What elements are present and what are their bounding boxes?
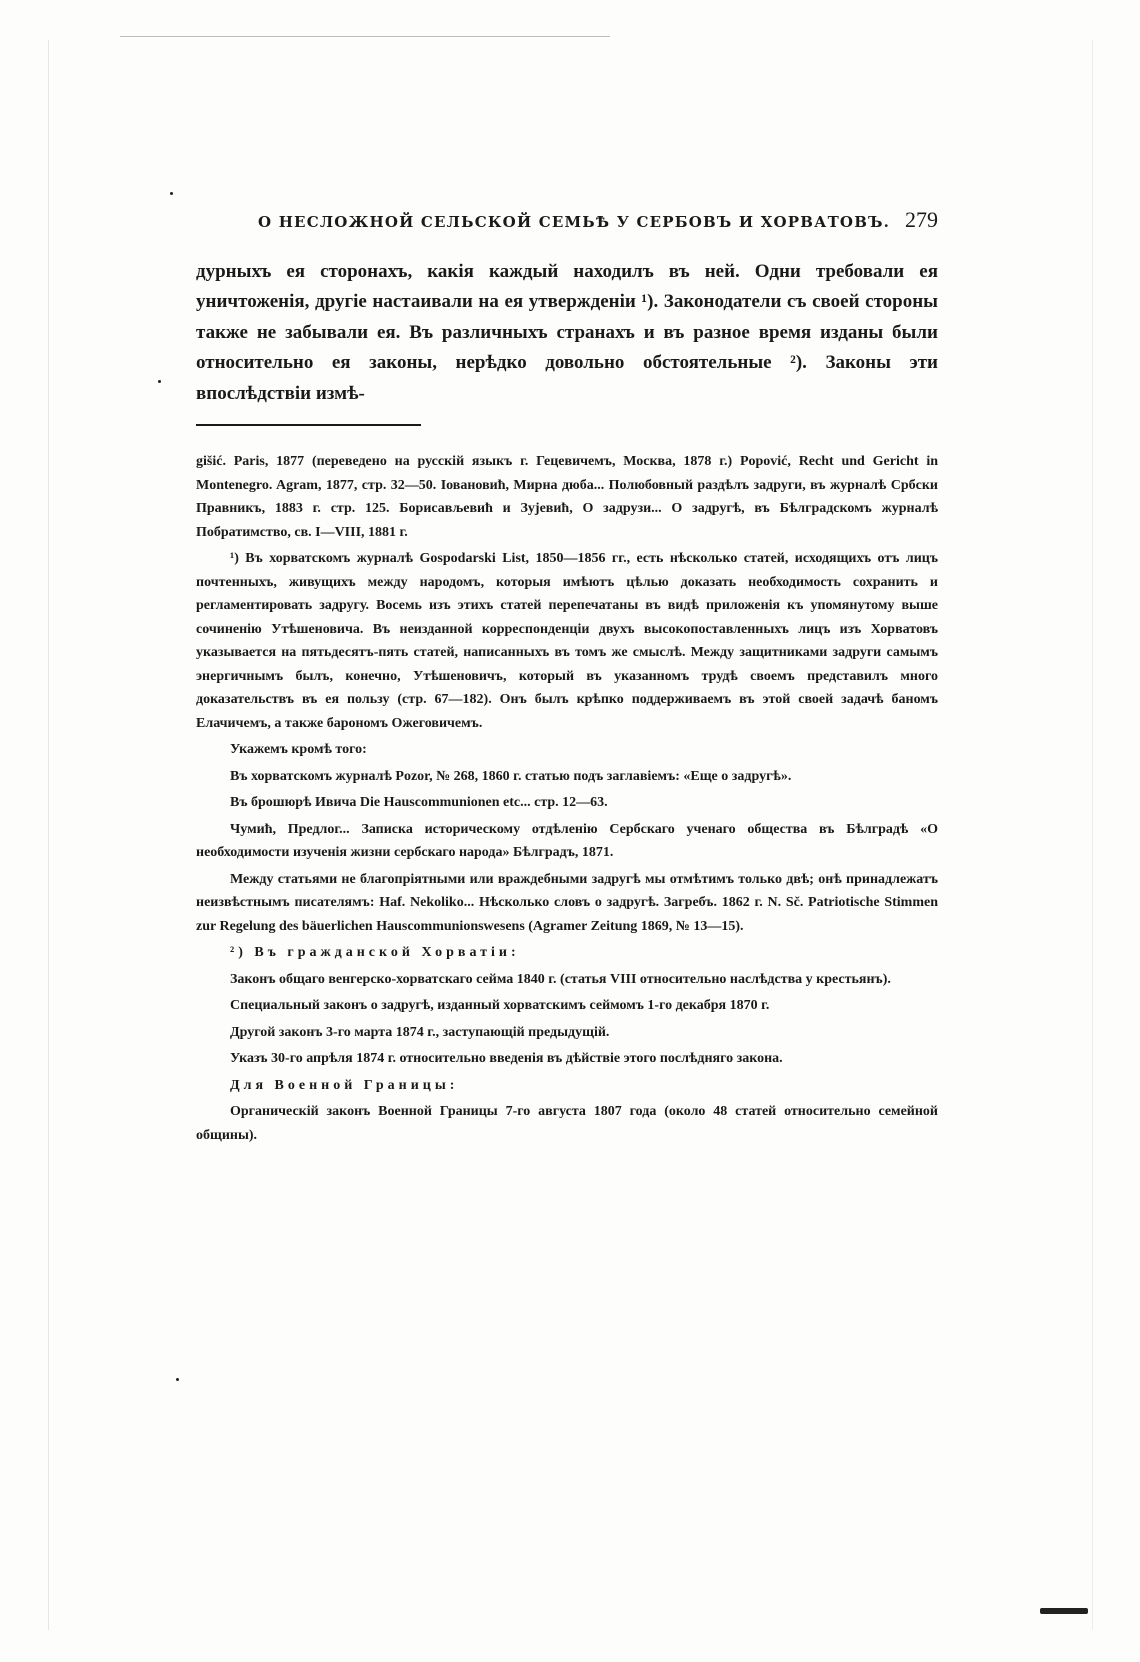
footnote-1-hostile: Между статьями не благопріятными или враждебными задругѣ мы отмѣтимъ только двѣ; онѣ принадлежатъ неизвѣстнымъ писателямъ: Haf. Nekoliko... Нѣсколько словъ о задругѣ. Загребъ. 1862 г. N. Sč. Patriotische Stimmen zur Regelung des bäuerlichen Hauscommunionswesens (Agramer Zeitung 1869, № 13—15). [196, 871, 938, 934]
scan-top-rule [120, 36, 610, 37]
scan-bottom-mark [1040, 1608, 1088, 1614]
footnote-2-decree: Указъ 30-го апрѣля 1874 г. относительно введенія въ дѣйствіе этого послѣдняго закона. [230, 1051, 783, 1066]
main-text [196, 257, 938, 409]
page-number: 279 [905, 207, 938, 232]
body-paragraph: дурныхъ ея сторонахъ, какія каждый находилъ въ ней. Одни требовали ея уничтоженія, другіе настаивали на ея утвержденіи ¹). Законодатели съ своей стороны также не забывали ея. Въ различныхъ странахъ и въ разное время изданы были относительно ея законы, нерѣдко довольно обстоятельные ²). Законы эти впослѣдствіи измѣ- [196, 261, 938, 404]
running-header [258, 207, 938, 233]
scan-speck [170, 192, 173, 195]
footnote-1-brochure: Въ брошюрѣ Ивича Die Hauscommunionen etc... стр. 12—63. [230, 795, 608, 810]
running-title: О НЕСЛОЖНОЙ СЕЛЬСКОЙ СЕМЬѢ У СЕРБОВЪ И ХОРВАТОВЪ. [258, 213, 891, 231]
footnote-2-law-1840: Законъ общаго венгерско-хорватскаго сейма 1840 г. (статья VIII относительно наслѣдства у крестьянъ). [230, 971, 891, 987]
footnotes [196, 450, 938, 1150]
footnote-2-law-1874: Другой законъ 3-го марта 1874 г., заступающій предыдущій. [230, 1024, 610, 1040]
scan-speck [176, 1378, 179, 1381]
footnote-1: ¹) Въ хорватскомъ журналѣ Gospodarski List, 1850—1856 гг., есть нѣсколько статей, исходящихъ отъ лицъ почтенныхъ, живущихъ между народомъ, которыя имѣютъ цѣлью доказать необходимость сохранить и регламентировать задругу. Восемь изъ этихъ статей перепечатаны въ видѣ приложенія къ упомянутому выше сочиненію Утѣшеновича. Въ неизданной корреспонденціи двухъ высокопоставленныхъ лицъ изъ Хорватовъ указывается на пятьдесятъ-пять статей, написанныхъ въ томъ же смыслѣ. Между защитниками задруги самымъ энергичнымъ былъ, конечно, Утѣшеновичъ, который въ указанномъ трудѣ своемъ представилъ много доказательствъ въ ея пользу (стр. 67—182). Онъ былъ крѣпко поддерживаемъ въ этой своей задачѣ баномъ Елачичемъ, а также барономъ Ожеговичемъ. [196, 551, 938, 731]
footnote-2-military-heading: Для Военной Границы: [230, 1077, 459, 1093]
footnote-1-pozor: Въ хорватскомъ журналѣ Pozor, № 268, 1860 г. статью подъ заглавіемъ: «Еще о задругѣ». [230, 768, 792, 784]
footnote-1-chumich: Чумић, Предлог... Записка историческому отдѣленію Сербскаго ученаго общества въ Бѣлградѣ «О необходимости изученія жизни сербскаго народа» Бѣлградъ, 1871. [196, 821, 938, 860]
footnote-2-law-1870: Специальный законъ о задругѣ, изданный хорватскимъ сеймомъ 1-го декабря 1870 г. [230, 998, 770, 1013]
footnote-continuation: gišić. Paris, 1877 (переведено на русскій языкъ г. Гецевичемъ, Москва, 1878 г.) Popović, Recht und Gericht in Montenegro. Agram, 1877, стр. 32—50. Іовановић, Мирна дюба... Полюбовный раздѣлъ задруги, въ журналѣ Србски Правникъ, 1883 г. стр. 125. Борисављевић и Зујевић, О задрузи... О задругѣ, въ Бѣлградскомъ журналѣ Побратимство, св. I—VIII, 1881 г. [196, 454, 938, 540]
footnote-2-military-law: Органическій законъ Военной Границы 7-го августа 1807 года (около 48 статей относительно семейной общины). [196, 1104, 938, 1143]
footnote-separator [196, 424, 421, 426]
scan-speck [158, 380, 161, 383]
scan-left-edge [48, 40, 49, 1630]
footnote-1-more: Укажемъ кромѣ того: [230, 742, 367, 757]
scan-right-edge [1092, 40, 1093, 1630]
footnote-2-heading: ²) Въ гражданской Хорватіи: [230, 945, 520, 960]
